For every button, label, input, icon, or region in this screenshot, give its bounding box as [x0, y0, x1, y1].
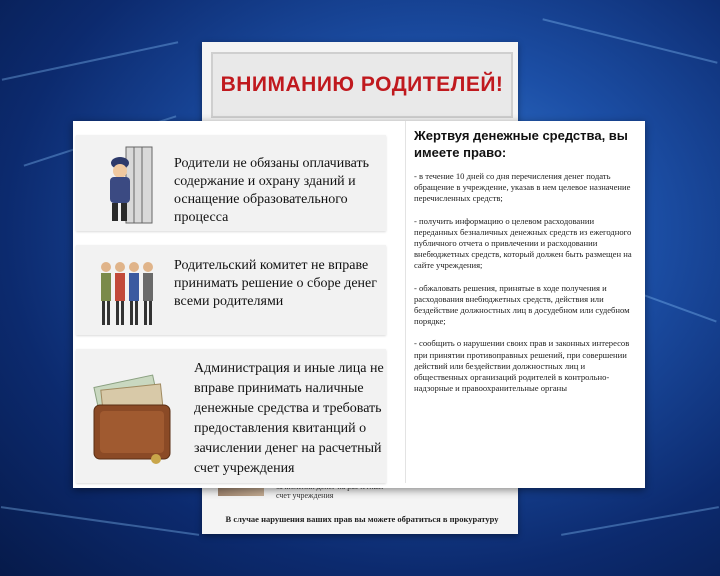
restrictions-column [73, 121, 393, 488]
rights-heading: Жертвуя денежные средства, вы имеете право: [414, 128, 628, 160]
rights-item: - сообщить о нарушении своих прав и законных интересов при принятии противоправных решений, при совершении действий или бездействии должностных лиц и общественных организаций родителей в контрольно-надзорные и правоохранительные органы [414, 338, 630, 394]
restriction-text-3: Администрация и иные лица не вправе принимать наличные денежные средства и требовать предоставления квитанций о зачислении денег на расчетный счет учреждения [194, 361, 384, 476]
rights-item: - получить информацию о целевом расходовании переданных безналичных денежных средств из ежегодного публичного отчета о привлечении и расходовании внебюджетных средств, который должен быть размещен на сайте учреждения; [414, 215, 632, 271]
restriction-text-1: Родители не обязаны оплачивать содержание и охрану зданий и оснащение образовательного процесса [174, 156, 369, 225]
restriction-panel-2 [76, 245, 386, 335]
restriction-panel-3 [76, 349, 386, 483]
title-plate [211, 52, 513, 118]
poster-title: ВНИМАНИЮ РОДИТЕЛЕЙ! [220, 73, 504, 96]
back-peek-text: счет учреждения [276, 491, 334, 500]
parents-group-icon [98, 259, 158, 331]
footer-note: В случае нарушения ваших прав вы можете обратиться в прокуратуру [225, 514, 499, 524]
rights-item: - в течение 10 дней со дня перечисления денег подать обращение в учреждение, указав в нем целевое назначение перечисленных средств; [414, 171, 631, 204]
rights-list [414, 171, 636, 405]
restriction-text-2: Родительский комитет не вправе принимать решение о сборе денег всеми родителями [174, 258, 377, 309]
wallet-money-icon [88, 371, 184, 467]
rights-item: - обжаловать решения, принятые в ходе получения и расходования внебюджетных средств, действия или бездействие должностных лиц в досудебном или судебном порядке; [414, 282, 630, 327]
restriction-panel-1 [76, 135, 386, 231]
guard-icon [104, 143, 154, 227]
rights-column [405, 121, 642, 483]
